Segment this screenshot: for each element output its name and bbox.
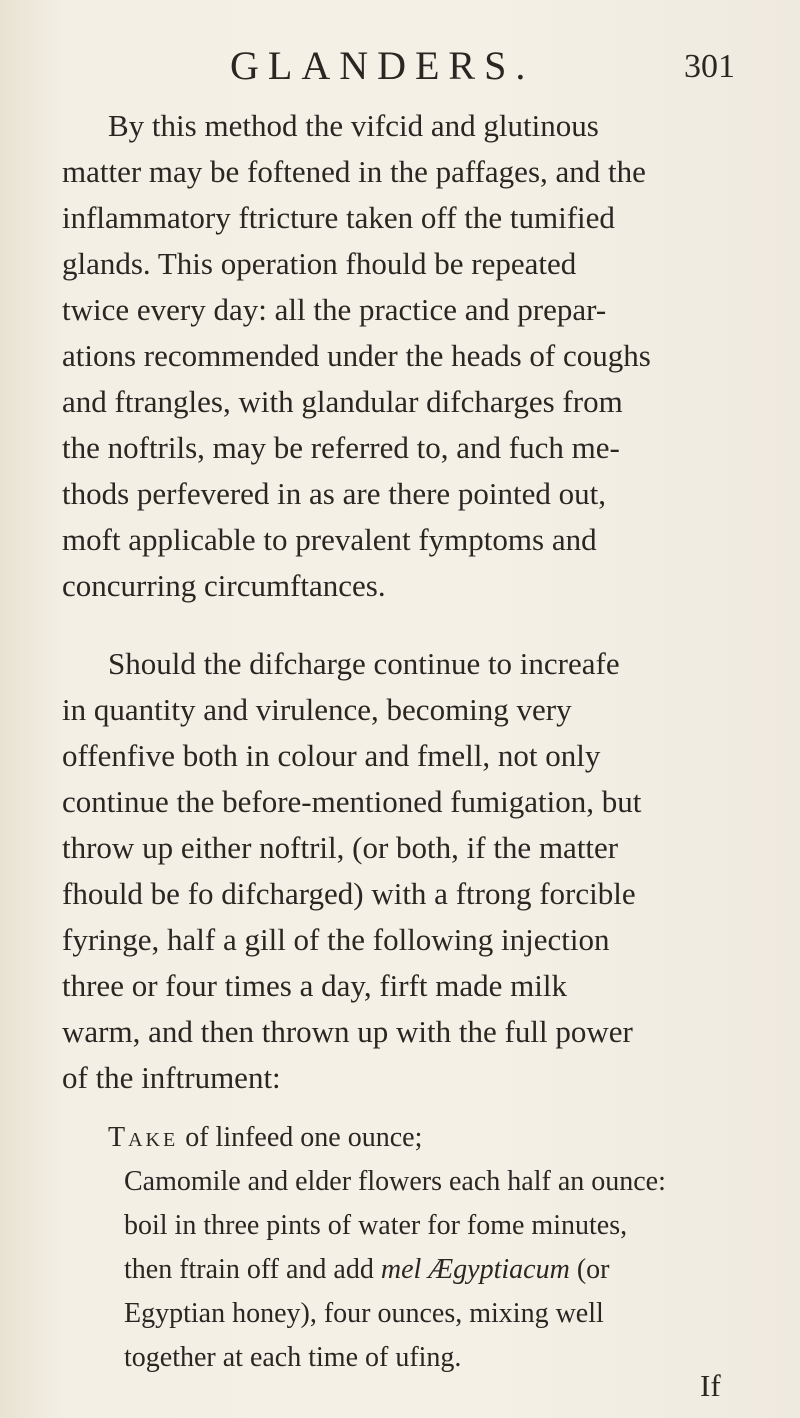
recipe-line: together at each time of ufing. [124, 1342, 462, 1373]
recipe-text: (or [569, 1254, 610, 1285]
text-line: twice every day: all the practice and prepar- [62, 292, 607, 327]
text-line: inflammatory ftricture taken off the tumified [62, 200, 615, 235]
recipe-line: boil in three pints of water for fome minutes, [124, 1210, 628, 1241]
text-line: thods perfevered in as are there pointed out, [62, 476, 607, 511]
recipe-line: Camomile and elder flowers each half an ounce: [124, 1166, 666, 1197]
text-line: and ftrangles, with glandular difcharges from [62, 384, 623, 419]
text-line: in quantity and virulence, becoming very [62, 692, 572, 727]
recipe-text: then ftrain off and add [124, 1254, 381, 1285]
text-line: fyringe, half a gill of the following injection [62, 922, 610, 957]
text-line: fhould be fo difcharged) with a ftrong forcible [62, 876, 636, 911]
recipe-line [124, 1252, 609, 1288]
text-line: By this method the vifcid and glutinous [108, 108, 599, 143]
text-line: the noftrils, may be referred to, and fuch me- [62, 430, 620, 465]
text-line: moft applicable to prevalent fymptoms and [62, 522, 597, 557]
recipe-line [108, 1120, 422, 1156]
catchword: If [700, 1368, 721, 1403]
latin-term: mel Ægyptiacum [380, 1254, 570, 1285]
text-line: concurring circumftances. [62, 568, 386, 603]
recipe-line: Egyptian honey), four ounces, mixing well [124, 1298, 604, 1329]
page-header [230, 42, 790, 102]
text-line: matter may be foftened in the paffages, and the [62, 154, 646, 189]
text-line: continue the before-mentioned fumigation, but [62, 784, 642, 819]
page-number: 301 [684, 48, 735, 85]
text-line: throw up either noftril, (or both, if the matter [62, 830, 619, 865]
text-line: offenfive both in colour and fmell, not only [62, 738, 601, 773]
text-line: of the inftrument: [62, 1060, 281, 1095]
recipe-line-text: of linfeed one ounce; [185, 1122, 423, 1153]
text-line: warm, and then thrown up with the full power [62, 1014, 633, 1049]
running-head: GLANDERS. [230, 43, 535, 88]
take-word: Take [108, 1122, 179, 1153]
text-line: ations recommended under the heads of coughs [62, 338, 651, 373]
text-line: glands. This operation fhould be repeated [62, 246, 577, 281]
text-line: three or four times a day, firft made milk [62, 968, 568, 1003]
text-line: Should the difcharge continue to increafe [108, 646, 620, 681]
